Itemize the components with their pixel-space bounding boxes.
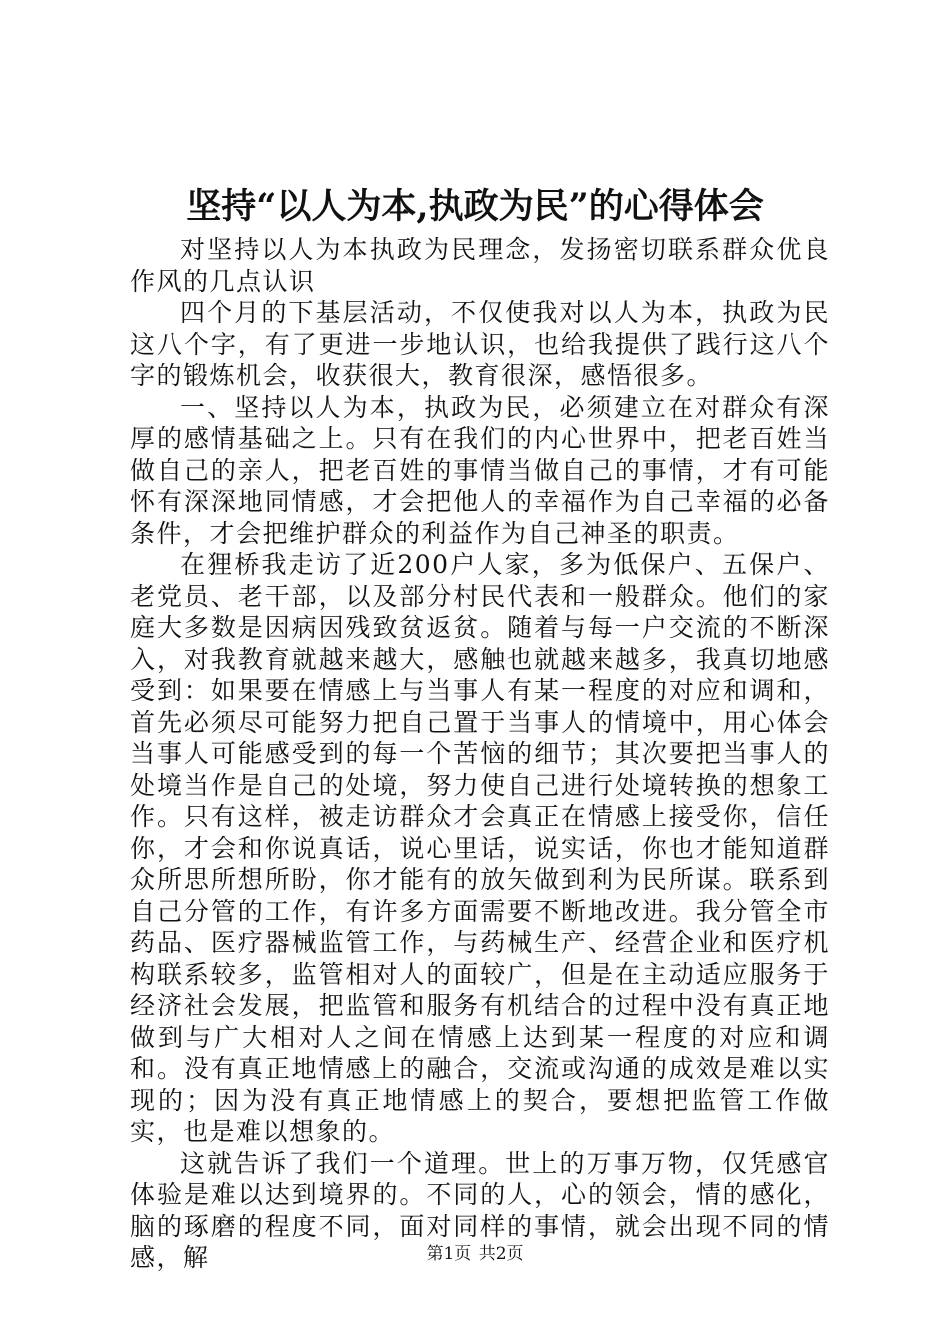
paragraph-1: 对坚持以人为本执政为民理念，发扬密切联系群众优良作风的几点认识 [130, 235, 830, 296]
page-footer [0, 1242, 950, 1266]
paragraph-4: 在狸桥我走访了近200户人家，多为低保户、五保户、老党员、老干部，以及部分村民代表和一般群众。他们的家庭大多数是因病因残致贫返贫。随着与每一户交流的不断深入，对我教育就越来越大，感触也就越来越多，我真切地感受到：如果要在情感上与当事人有某一程度的对应和调和，首先必须尽可能努力把自己置于当事人的情境中，用心体会当事人可能感受到的每一个苦恼的细节；其次要把当事人的处境当作是自己的处境，努力使自己进行处境转换的想象工作。只有这样，被走访群众才会真正在情感上接受你，信任你，才会和你说真话，说心里话，说实话，你也才能知道群众所思所想所盼，你才能有的放矢做到利为民所谋。联系到自己分管的工作，有许多方面需要不断地改进。我分管全市药品、医疗器械监管工作，与药械生产、经营企业和医疗机构联系较多，监管相对人的面较广，但是在主动适应服务于经济社会发展，把监管和服务有机结合的过程中没有真正地做到与广大相对人之间在情感上达到某一程度的对应和调和。没有真正地情感上的融合，交流或沟通的成效是难以实现的；因为没有真正地情感上的契合，要想把监管工作做实，也是难以想象的。 [130, 550, 830, 1146]
document-body [130, 234, 830, 1274]
page-number: 第1页 [426, 1244, 472, 1264]
paragraph-3: 一、坚持以人为本，执政为民，必须建立在对群众有深厚的感情基础之上。只有在我们的内心世界中，把老百姓当做自己的亲人，把老百姓的事情当做自己的事情，才有可能怀有深深地同情感，才会把他人的幸福作为自己幸福的必备条件，才会把维护群众的利益作为自己神圣的职责。 [130, 392, 830, 548]
page-total: 共2页 [478, 1244, 524, 1264]
paragraph-2: 四个月的下基层活动，不仅使我对以人为本，执政为民这八个字，有了更进一步地认识，也给我提供了践行这八个字的锻炼机会，收获很大，教育很深，感悟很多。 [130, 298, 830, 390]
document-title: 坚持“以人为本,执政为民”的心得体会 [186, 186, 764, 227]
paragraph-5: 这就告诉了我们一个道理。世上的万事万物，仅凭感官体验是难以达到境界的。不同的人，心的领会，情的感化，脑的琢磨的程度不同，面对同样的事情，就会出现不同的情感，解 [130, 1148, 830, 1272]
